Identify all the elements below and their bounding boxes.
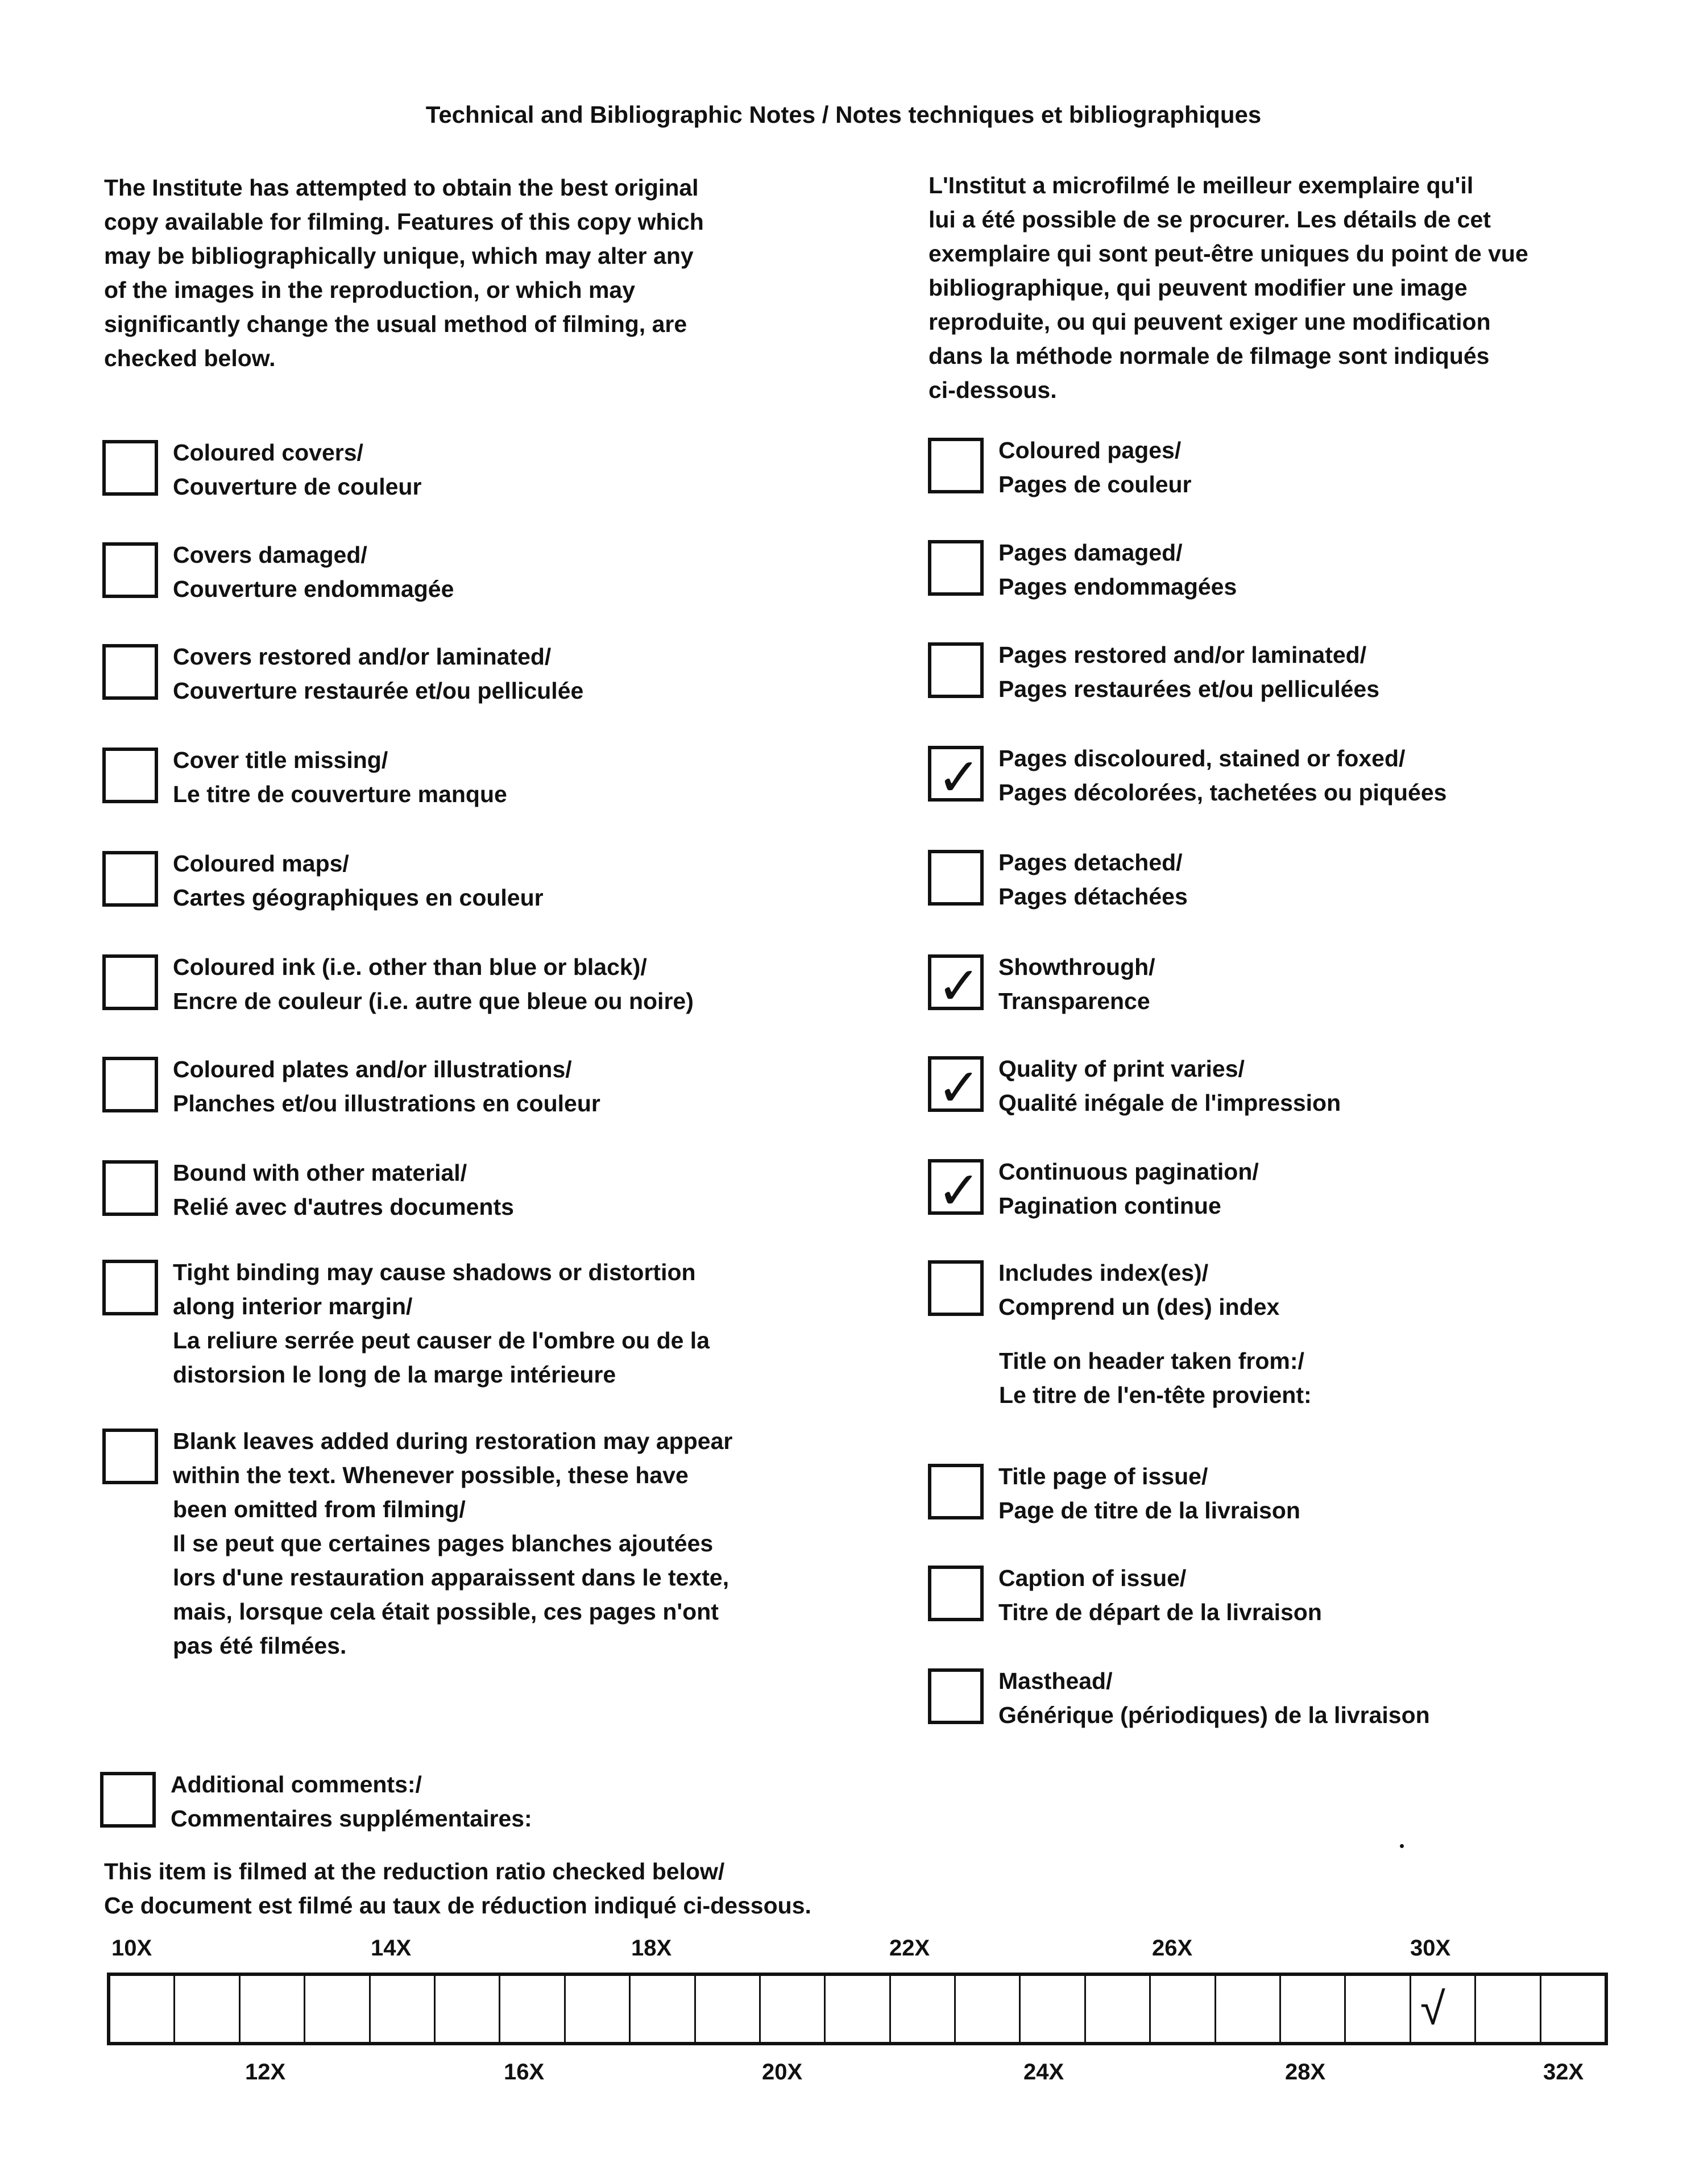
text-line: Showthrough/	[998, 954, 1155, 980]
intro-english	[104, 171, 704, 375]
item-label	[173, 846, 544, 915]
text-line: Blank leaves added during restoration may appear	[173, 1428, 733, 1454]
checkbox[interactable]	[100, 1772, 156, 1828]
text-line: reproduite, ou qui peuvent exiger une modification	[929, 309, 1491, 335]
item-label	[173, 1052, 600, 1120]
text-line: The Institute has attempted to obtain the best original	[104, 175, 699, 201]
item-label	[173, 1156, 514, 1224]
ratio-cell[interactable]	[241, 1976, 305, 2042]
text-line: significantly change the usual method of filming, are	[104, 311, 687, 337]
checkmark-icon: ✓	[937, 1059, 981, 1117]
ratio-label: 26X	[1152, 1936, 1193, 1961]
ratio-cell[interactable]	[1281, 1976, 1346, 2042]
checkbox[interactable]	[102, 1057, 158, 1112]
checkmark-icon: √	[1420, 1983, 1445, 2034]
text-line: Coloured covers/	[173, 439, 363, 466]
text-line: Planches et/ou illustrations en couleur	[173, 1090, 600, 1116]
text-line: Couverture restaurée et/ou pelliculée	[173, 678, 584, 704]
item-label	[171, 1767, 532, 1836]
ratio-cell[interactable]	[1541, 1976, 1605, 2042]
checkbox[interactable]	[102, 1260, 158, 1315]
ratio-label: 20X	[762, 2060, 803, 2085]
text-line: lors d'une restauration apparaissent dans le texte,	[173, 1564, 729, 1591]
text-line: L'Institut a microfilmé le meilleur exemplaire qu'il	[929, 172, 1474, 198]
text-line: Comprend un (des) index	[998, 1294, 1280, 1320]
ratio-label: 24X	[1023, 2060, 1064, 2085]
ratio-cell[interactable]	[175, 1976, 240, 2042]
text-line: ci-dessous.	[929, 377, 1057, 403]
ratio-cell[interactable]	[305, 1976, 370, 2042]
checkbox[interactable]	[928, 1668, 984, 1724]
text-line: Caption of issue/	[998, 1565, 1187, 1591]
ratio-cell[interactable]	[761, 1976, 826, 2042]
text-line: Encre de couleur (i.e. autre que bleue ou noire)	[173, 988, 694, 1014]
text-line: exemplaire qui sont peut-être uniques du point de vue	[929, 240, 1528, 267]
text-line: pas été filmées.	[173, 1633, 347, 1659]
ratio-cell[interactable]	[371, 1976, 436, 2042]
header-note	[999, 1344, 1312, 1412]
checkbox[interactable]	[928, 1566, 984, 1621]
item-label	[998, 1561, 1322, 1629]
item-label	[173, 743, 507, 811]
text-line: Commentaires supplémentaires:	[171, 1805, 532, 1832]
ratio-cell[interactable]	[631, 1976, 695, 2042]
text-line: Couverture endommagée	[173, 576, 454, 602]
text-line: Pages detached/	[998, 849, 1183, 875]
text-line: Continuous pagination/	[998, 1159, 1259, 1185]
text-line: dans la méthode normale de filmage sont indiqués	[929, 343, 1490, 369]
checkbox[interactable]	[928, 850, 984, 906]
ratio-cell[interactable]	[1476, 1976, 1541, 2042]
text-line: Générique (périodiques) de la livraison	[998, 1702, 1430, 1728]
ratio-cell[interactable]	[500, 1976, 565, 2042]
text-line: Relié avec d'autres documents	[173, 1194, 514, 1220]
item-label	[998, 845, 1188, 914]
checkmark-icon: ✓	[937, 957, 981, 1015]
text-line: Le titre de l'en-tête provient:	[999, 1382, 1312, 1408]
checkbox[interactable]	[928, 642, 984, 698]
item-label	[998, 1256, 1279, 1324]
intro-french	[929, 168, 1528, 407]
ratio-cell[interactable]	[110, 1976, 175, 2042]
text-line: Includes index(es)/	[998, 1260, 1209, 1286]
text-line: Bound with other material/	[173, 1160, 467, 1186]
ratio-cell[interactable]	[1411, 1976, 1476, 2042]
text-line: Covers damaged/	[173, 542, 367, 568]
text-line: Ce document est filmé au taux de réduction indiqué ci-dessous.	[104, 1892, 811, 1919]
text-line: Title on header taken from:/	[999, 1348, 1304, 1374]
item-label	[998, 638, 1379, 706]
text-line: La reliure serrée peut causer de l'ombre ou de la	[173, 1327, 710, 1353]
checkbox[interactable]	[102, 1160, 158, 1216]
text-line: copy available for filming. Features of this copy which	[104, 209, 704, 235]
checkbox[interactable]	[928, 1159, 984, 1220]
text-line: Page de titre de la livraison	[998, 1497, 1300, 1523]
text-line: Coloured plates and/or illustrations/	[173, 1056, 572, 1082]
text-line: Qualité inégale de l'impression	[998, 1090, 1341, 1116]
stray-dot	[1400, 1844, 1404, 1848]
text-line: Pages discoloured, stained or foxed/	[998, 745, 1406, 771]
reduction-ratio-grid	[107, 1973, 1608, 2045]
text-line: Tight binding may cause shadows or distortion	[173, 1259, 696, 1285]
ratio-label: 28X	[1285, 2060, 1326, 2085]
ratio-cell[interactable]	[436, 1976, 500, 2042]
checkbox[interactable]	[102, 644, 158, 700]
ratio-cell[interactable]	[1086, 1976, 1151, 2042]
text-line: Il se peut que certaines pages blanches ajoutées	[173, 1530, 714, 1556]
text-line: Title page of issue/	[998, 1463, 1208, 1489]
text-line: Cover title missing/	[173, 747, 388, 773]
text-line: along interior margin/	[173, 1293, 413, 1319]
text-line: This item is filmed at the reduction ratio checked below/	[104, 1858, 725, 1884]
text-line: Quality of print varies/	[998, 1056, 1245, 1082]
page-title: Technical and Bibliographic Notes / Notes techniques et bibliographiques	[425, 101, 1262, 128]
text-line: Pagination continue	[998, 1193, 1221, 1219]
text-line: Cartes géographiques en couleur	[173, 885, 544, 911]
text-line: Additional comments:/	[171, 1771, 422, 1797]
ratio-label: 14X	[371, 1936, 412, 1961]
ratio-cell[interactable]	[1216, 1976, 1281, 2042]
item-label	[173, 950, 694, 1018]
text-line: Pages détachées	[998, 883, 1188, 910]
item-label	[998, 741, 1446, 809]
checkbox[interactable]	[102, 954, 158, 1010]
item-label	[173, 435, 421, 504]
ratio-label: 30X	[1410, 1936, 1451, 1961]
item-label	[998, 1155, 1259, 1223]
text-line: Pages restored and/or laminated/	[998, 642, 1367, 668]
ratio-label: 18X	[631, 1936, 672, 1961]
item-label	[998, 950, 1155, 1018]
text-line: mais, lorsque cela était possible, ces pages n'ont	[173, 1598, 719, 1625]
ratio-cell[interactable]	[956, 1976, 1021, 2042]
checkbox[interactable]	[928, 1260, 984, 1316]
text-line: been omitted from filming/	[173, 1496, 466, 1522]
item-label	[998, 1664, 1430, 1732]
text-line: within the text. Whenever possible, these have	[173, 1462, 689, 1488]
text-line: Pages décolorées, tachetées ou piquées	[998, 779, 1447, 805]
ratio-cell[interactable]	[1151, 1976, 1216, 2042]
ratio-cell[interactable]	[1021, 1976, 1085, 2042]
ratio-label: 16X	[504, 2060, 545, 2085]
text-line: distorsion le long de la marge intérieure	[173, 1361, 616, 1388]
ratio-label: 22X	[889, 1936, 930, 1961]
ratio-cell[interactable]	[826, 1976, 890, 2042]
text-line: bibliographique, qui peuvent modifier une image	[929, 275, 1468, 301]
text-line: Pages endommagées	[998, 574, 1237, 600]
text-line: Covers restored and/or laminated/	[173, 643, 552, 670]
item-label	[173, 538, 454, 606]
item-label	[173, 640, 583, 708]
text-line: checked below.	[104, 345, 276, 371]
checkbox[interactable]	[928, 746, 984, 807]
item-label	[173, 1424, 732, 1663]
text-line: Coloured maps/	[173, 850, 349, 877]
item-label	[998, 1459, 1300, 1527]
reduction-ratio-text	[104, 1854, 811, 1923]
text-line: Transparence	[998, 988, 1150, 1014]
checkbox[interactable]	[928, 540, 984, 596]
text-line: may be bibliographically unique, which may alter any	[104, 243, 694, 269]
checkbox[interactable]	[102, 542, 158, 598]
checkbox[interactable]	[102, 440, 158, 496]
checkbox[interactable]	[928, 1464, 984, 1519]
text-line: Le titre de couverture manque	[173, 781, 507, 807]
item-label	[998, 535, 1237, 604]
text-line: Coloured ink (i.e. other than blue or black)/	[173, 954, 647, 980]
checkbox[interactable]	[102, 851, 158, 907]
text-line: Coloured pages/	[998, 437, 1182, 463]
text-line: Pages damaged/	[998, 539, 1183, 566]
text-line: Titre de départ de la livraison	[998, 1599, 1322, 1625]
text-line: Masthead/	[998, 1668, 1113, 1694]
item-label	[173, 1255, 710, 1392]
ratio-cell[interactable]	[891, 1976, 956, 2042]
checkbox[interactable]	[928, 954, 984, 1015]
ratio-label: 32X	[1543, 2060, 1584, 2085]
ratio-label: 10X	[111, 1936, 152, 1961]
checkbox[interactable]	[928, 1056, 984, 1117]
ratio-cell[interactable]	[696, 1976, 761, 2042]
text-line: lui a été possible de se procurer. Les détails de cet	[929, 206, 1491, 232]
checkbox[interactable]	[102, 748, 158, 803]
checkmark-icon: ✓	[937, 749, 981, 807]
item-label	[998, 433, 1192, 501]
checkbox[interactable]	[928, 438, 984, 493]
text-line: Couverture de couleur	[173, 474, 422, 500]
ratio-label: 12X	[245, 2060, 286, 2085]
checkbox[interactable]	[102, 1429, 158, 1484]
text-line: Pages restaurées et/ou pelliculées	[998, 676, 1379, 702]
checkmark-icon: ✓	[937, 1162, 981, 1220]
text-line: of the images in the reproduction, or which may	[104, 277, 636, 303]
ratio-cell[interactable]	[566, 1976, 631, 2042]
ratio-cell[interactable]	[1346, 1976, 1411, 2042]
item-label	[998, 1052, 1341, 1120]
text-line: Pages de couleur	[998, 471, 1192, 497]
